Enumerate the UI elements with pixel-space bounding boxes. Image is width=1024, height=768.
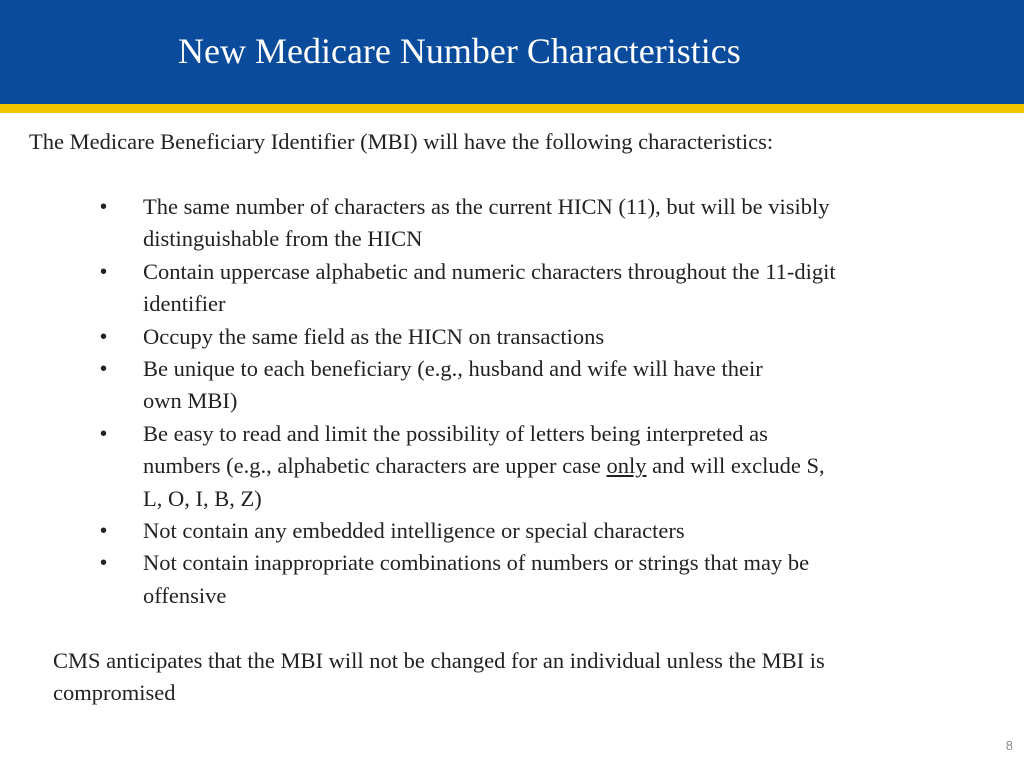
bullet-icon: • xyxy=(100,520,108,543)
header-accent-stripe xyxy=(0,104,1024,113)
slide-header-bar xyxy=(0,0,1024,104)
bullet-icon: • xyxy=(100,325,108,348)
bullet-text-line: The same number of characters as the current HICN (11), but will be visibly xyxy=(143,194,830,219)
closing-statement xyxy=(53,645,993,710)
characteristics-list xyxy=(100,191,980,612)
bullet-text-line: L, O, I, B, Z) xyxy=(143,485,262,511)
bullet-text-line: own MBI) xyxy=(143,388,238,414)
bullet-item-easy-to-read xyxy=(100,418,980,515)
bullet-icon: • xyxy=(100,196,108,218)
bullet-text-line: Occupy the same field as the HICN on transactions xyxy=(143,323,605,349)
bullet-item-same-field xyxy=(100,321,980,353)
bullet-text-line: Be easy to read and limit the possibility of letters being interpreted as xyxy=(143,420,768,446)
closing-text-line: CMS anticipates that the MBI will not be changed for an individual unless the MBI is xyxy=(53,648,825,673)
bullet-icon: • xyxy=(100,260,108,283)
bullet-text-line: distinguishable from the HICN xyxy=(143,226,423,252)
bullet-text-line: identifier xyxy=(143,291,226,317)
bullet-item-unique xyxy=(100,353,980,418)
intro-text: The Medicare Beneficiary Identifier (MBI) will have the following characteristics: xyxy=(29,129,774,154)
bullet-icon: • xyxy=(100,422,108,445)
bullet-item-not-offensive xyxy=(100,547,980,612)
bullet-item-no-intelligence xyxy=(100,515,980,547)
bullet-text-segment: and will exclude S, xyxy=(646,453,825,479)
bullet-text-line: Not contain any embedded intelligence or special characters xyxy=(143,518,685,544)
bullet-text-line: Contain uppercase alphabetic and numeric characters throughout the 11-digit xyxy=(143,258,836,284)
bullet-text-line: Not contain inappropriate combinations of numbers or strings that may be xyxy=(143,550,810,576)
closing-text-line: compromised xyxy=(53,680,176,706)
emphasis-text-only: only xyxy=(606,453,647,479)
bullet-text-line: offensive xyxy=(143,582,227,608)
bullet-text-line: Be unique to each beneficiary (e.g., husband and wife will have their xyxy=(143,356,763,382)
page-number: 8 xyxy=(1005,738,1013,753)
bullet-item-same-length xyxy=(100,191,980,256)
bullet-text-segment: numbers (e.g., alphabetic characters are upper case xyxy=(143,453,607,479)
bullet-icon: • xyxy=(100,358,108,381)
slide-title: New Medicare Number Characteristics xyxy=(178,31,741,71)
bullet-item-alphanumeric xyxy=(100,256,980,321)
bullet-icon: • xyxy=(100,552,108,575)
